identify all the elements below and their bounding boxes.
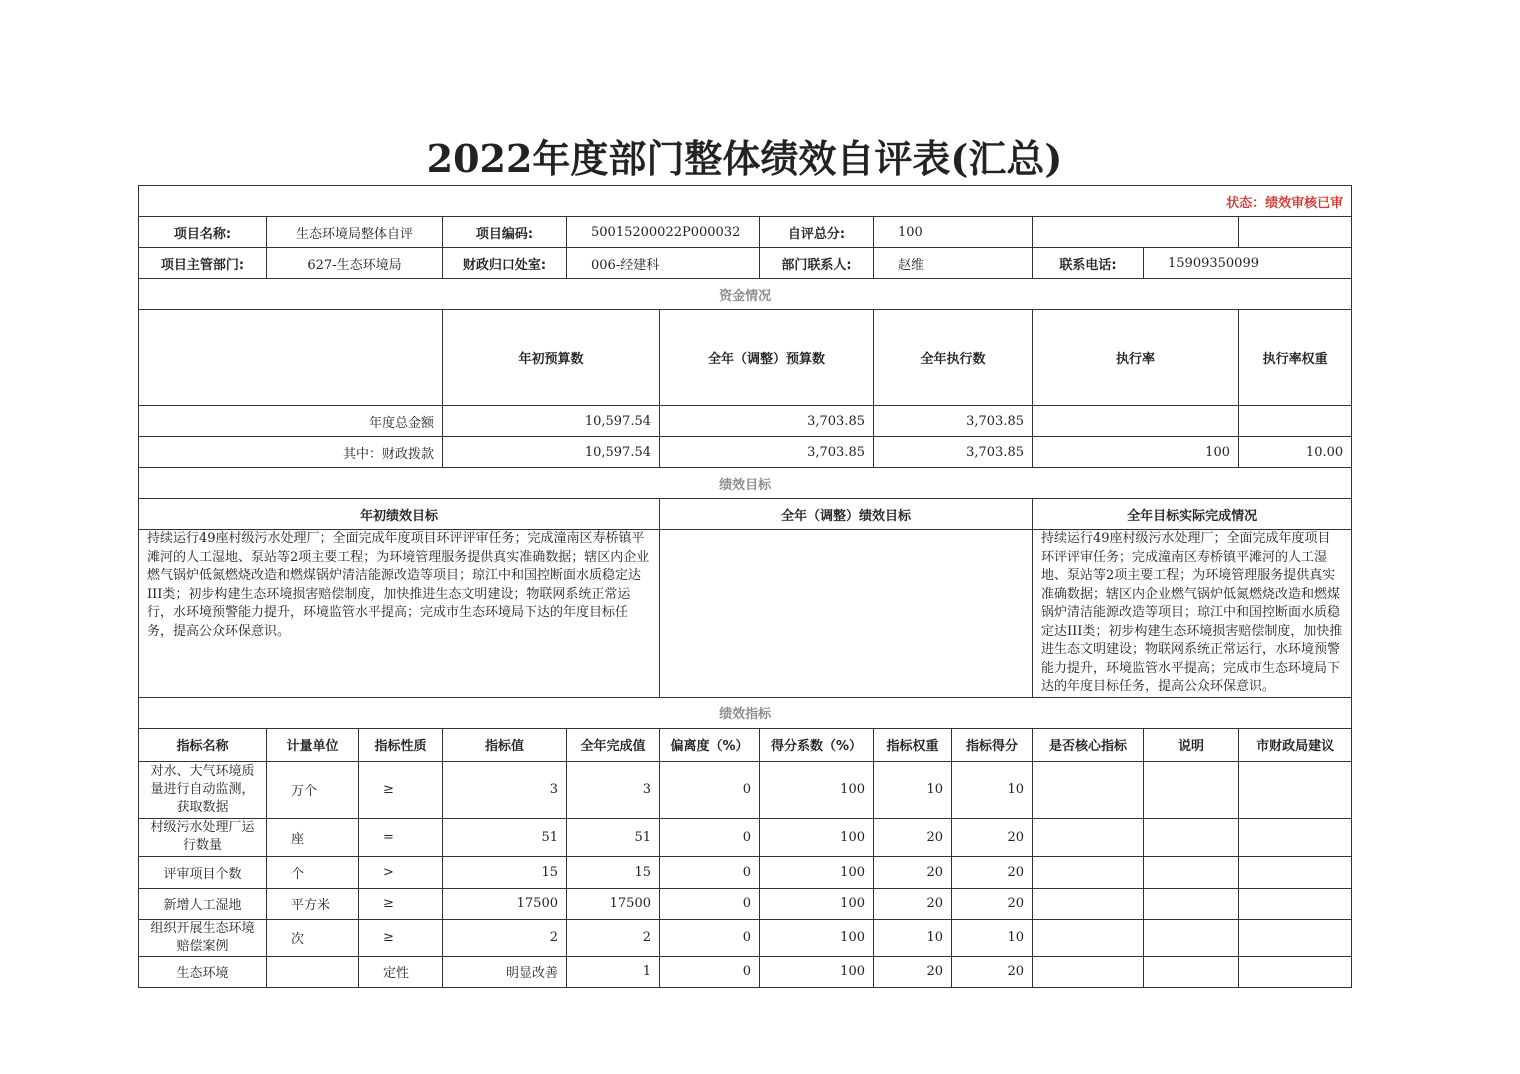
goals-header-actual: 全年目标实际完成情况 [1033, 499, 1352, 530]
ind-name: 村级污水处理厂运行数量 [139, 818, 267, 856]
ind-name: 生态环境 [139, 956, 267, 987]
evaluation-table [138, 185, 1352, 988]
ind-weight: 20 [874, 956, 952, 987]
section-funds: 资金情况 [139, 279, 1352, 310]
table-row [139, 761, 1352, 818]
ind-coef: 100 [760, 761, 874, 818]
table-row [139, 406, 1352, 437]
ind-coef: 100 [760, 818, 874, 856]
ind-target: 17500 [443, 888, 567, 919]
ind-core [1033, 919, 1144, 956]
funds-adjusted: 3,703.85 [660, 406, 874, 437]
ind-advice [1239, 919, 1352, 956]
ind-nature: > [359, 856, 443, 888]
project-name-value: 生态环境局整体自评 [267, 217, 443, 248]
goals-header-initial: 年初绩效目标 [139, 499, 660, 530]
ind-deviation: 0 [660, 761, 760, 818]
project-code-label: 项目编码: [443, 217, 567, 248]
ind-target: 51 [443, 818, 567, 856]
ind-coef: 100 [760, 888, 874, 919]
ind-nature: ≥ [359, 919, 443, 956]
ind-name: 新增人工湿地 [139, 888, 267, 919]
ind-name: 对水、大气环境质量进行自动监测，获取数据 [139, 761, 267, 818]
ind-note [1144, 818, 1239, 856]
goals-initial-text: 持续运行49座村级污水处理厂；全面完成年度项目环评评审任务；完成潼南区寿桥镇平滩河的人工湿地、泵站等2项主要工程；为环境管理服务提供真实准确数据；辖区内企业燃气锅炉低氮燃烧改造和燃煤锅炉清洁能源改造等项目；琼江中和国控断面水质稳定达III类；初步构建生态环境损害赔偿制度，加快推进生态文明建设；物联网系统正常运行，水环境预警能力提升，环境监管水平提高；完成市生态环境局下达的年度目标任务，提高公众环保意识。 [139, 530, 660, 698]
table-row [139, 919, 1352, 956]
ind-score: 20 [952, 856, 1033, 888]
goals-actual-text: 持续运行49座村级污水处理厂；全面完成年度项目环评评审任务；完成潼南区寿桥镇平滩河的人工湿地、泵站等2项主要工程；为环境管理服务提供真实准确数据；辖区内企业燃气锅炉低氮燃烧改造和燃煤锅炉清洁能源改造等项目；琼江中和国控断面水质稳定达III类；初步构建生态环境损害赔偿制度，加快推进生态文明建设；物联网系统正常运行，水环境预警能力提升，环境监管水平提高；完成市生态环境局下达的年度目标任务，提高公众环保意识。 [1033, 530, 1352, 698]
ind-coef: 100 [760, 956, 874, 987]
ind-advice [1239, 761, 1352, 818]
phone-value: 15909350099 [1144, 248, 1352, 279]
dept-label: 项目主管部门: [139, 248, 267, 279]
ind-nature: ≥ [359, 888, 443, 919]
ind-score: 20 [952, 818, 1033, 856]
ind-target: 15 [443, 856, 567, 888]
table-row [139, 818, 1352, 856]
ind-note [1144, 856, 1239, 888]
ind-core [1033, 888, 1144, 919]
ind-nature: ≥ [359, 761, 443, 818]
ind-target: 3 [443, 761, 567, 818]
project-name-label: 项目名称: [139, 217, 267, 248]
ind-advice [1239, 856, 1352, 888]
phone-label: 联系电话: [1033, 248, 1144, 279]
funds-header-initial: 年初预算数 [443, 310, 660, 406]
ind-unit: 个 [267, 856, 359, 888]
ind-note [1144, 956, 1239, 987]
contact-value: 赵维 [874, 248, 1033, 279]
funds-executed: 3,703.85 [874, 437, 1033, 468]
goals-header-adjusted: 全年（调整）绩效目标 [660, 499, 1033, 530]
table-row [139, 956, 1352, 987]
ind-actual: 3 [567, 761, 660, 818]
ind-note [1144, 761, 1239, 818]
ind-actual: 15 [567, 856, 660, 888]
empty-cell [1033, 217, 1239, 248]
ind-header-score: 指标得分 [952, 728, 1033, 761]
ind-deviation: 0 [660, 919, 760, 956]
finance-office-label: 财政归口处室: [443, 248, 567, 279]
ind-header-nature: 指标性质 [359, 728, 443, 761]
ind-nature: 定性 [359, 956, 443, 987]
ind-unit: 万个 [267, 761, 359, 818]
funds-row-label: 年度总金额 [139, 406, 443, 437]
ind-advice [1239, 888, 1352, 919]
ind-header-advice: 市财政局建议 [1239, 728, 1352, 761]
ind-deviation: 0 [660, 956, 760, 987]
funds-header-executed: 全年执行数 [874, 310, 1033, 406]
page-title: 2022年度部门整体绩效自评表(汇总) [426, 136, 1063, 181]
project-code-value: 50015200022P000032 [567, 217, 760, 248]
total-score-value: 100 [874, 217, 1033, 248]
ind-deviation: 0 [660, 888, 760, 919]
ind-header-target: 指标值 [443, 728, 567, 761]
ind-actual: 17500 [567, 888, 660, 919]
ind-weight: 20 [874, 818, 952, 856]
ind-target: 明显改善 [443, 956, 567, 987]
funds-rate [1033, 406, 1239, 437]
ind-advice [1239, 956, 1352, 987]
table-row [139, 856, 1352, 888]
ind-header-weight: 指标权重 [874, 728, 952, 761]
ind-actual: 2 [567, 919, 660, 956]
funds-weight [1239, 406, 1352, 437]
table-row [139, 437, 1352, 468]
section-indicators: 绩效指标 [139, 697, 1352, 728]
ind-deviation: 0 [660, 856, 760, 888]
ind-score: 20 [952, 956, 1033, 987]
empty-cell [1239, 217, 1352, 248]
ind-deviation: 0 [660, 818, 760, 856]
funds-row-label: 其中：财政拨款 [139, 437, 443, 468]
ind-score: 20 [952, 888, 1033, 919]
ind-unit [267, 956, 359, 987]
ind-nature: = [359, 818, 443, 856]
funds-executed: 3,703.85 [874, 406, 1033, 437]
finance-office-value: 006-经建科 [567, 248, 760, 279]
ind-note [1144, 919, 1239, 956]
funds-header-adjusted: 全年（调整）预算数 [660, 310, 874, 406]
ind-header-unit: 计量单位 [267, 728, 359, 761]
ind-unit: 座 [267, 818, 359, 856]
ind-header-core: 是否核心指标 [1033, 728, 1144, 761]
ind-weight: 10 [874, 919, 952, 956]
ind-core [1033, 761, 1144, 818]
ind-unit: 次 [267, 919, 359, 956]
section-goals: 绩效目标 [139, 468, 1352, 499]
dept-value: 627-生态环境局 [267, 248, 443, 279]
ind-score: 10 [952, 919, 1033, 956]
funds-header-weight: 执行率权重 [1239, 310, 1352, 406]
ind-weight: 20 [874, 856, 952, 888]
ind-header-coef: 得分系数（%） [760, 728, 874, 761]
ind-target: 2 [443, 919, 567, 956]
funds-header-rate: 执行率 [1033, 310, 1239, 406]
ind-core [1033, 856, 1144, 888]
ind-unit: 平方米 [267, 888, 359, 919]
ind-weight: 10 [874, 761, 952, 818]
ind-name: 组织开展生态环境赔偿案例 [139, 919, 267, 956]
ind-note [1144, 888, 1239, 919]
ind-advice [1239, 818, 1352, 856]
ind-weight: 20 [874, 888, 952, 919]
funds-header-blank [139, 310, 443, 406]
ind-name: 评审项目个数 [139, 856, 267, 888]
ind-header-deviation: 偏离度（%） [660, 728, 760, 761]
ind-actual: 51 [567, 818, 660, 856]
status-badge: 状态：绩效审核已审 [139, 186, 1352, 217]
ind-header-actual: 全年完成值 [567, 728, 660, 761]
ind-core [1033, 818, 1144, 856]
ind-core [1033, 956, 1144, 987]
ind-coef: 100 [760, 856, 874, 888]
goals-adjusted-text [660, 530, 1033, 698]
table-row [139, 888, 1352, 919]
ind-header-name: 指标名称 [139, 728, 267, 761]
funds-weight: 10.00 [1239, 437, 1352, 468]
ind-actual: 1 [567, 956, 660, 987]
total-score-label: 自评总分: [760, 217, 874, 248]
ind-header-note: 说明 [1144, 728, 1239, 761]
funds-adjusted: 3,703.85 [660, 437, 874, 468]
ind-score: 10 [952, 761, 1033, 818]
contact-label: 部门联系人: [760, 248, 874, 279]
ind-coef: 100 [760, 919, 874, 956]
funds-rate: 100 [1033, 437, 1239, 468]
funds-initial: 10,597.54 [443, 406, 660, 437]
funds-initial: 10,597.54 [443, 437, 660, 468]
